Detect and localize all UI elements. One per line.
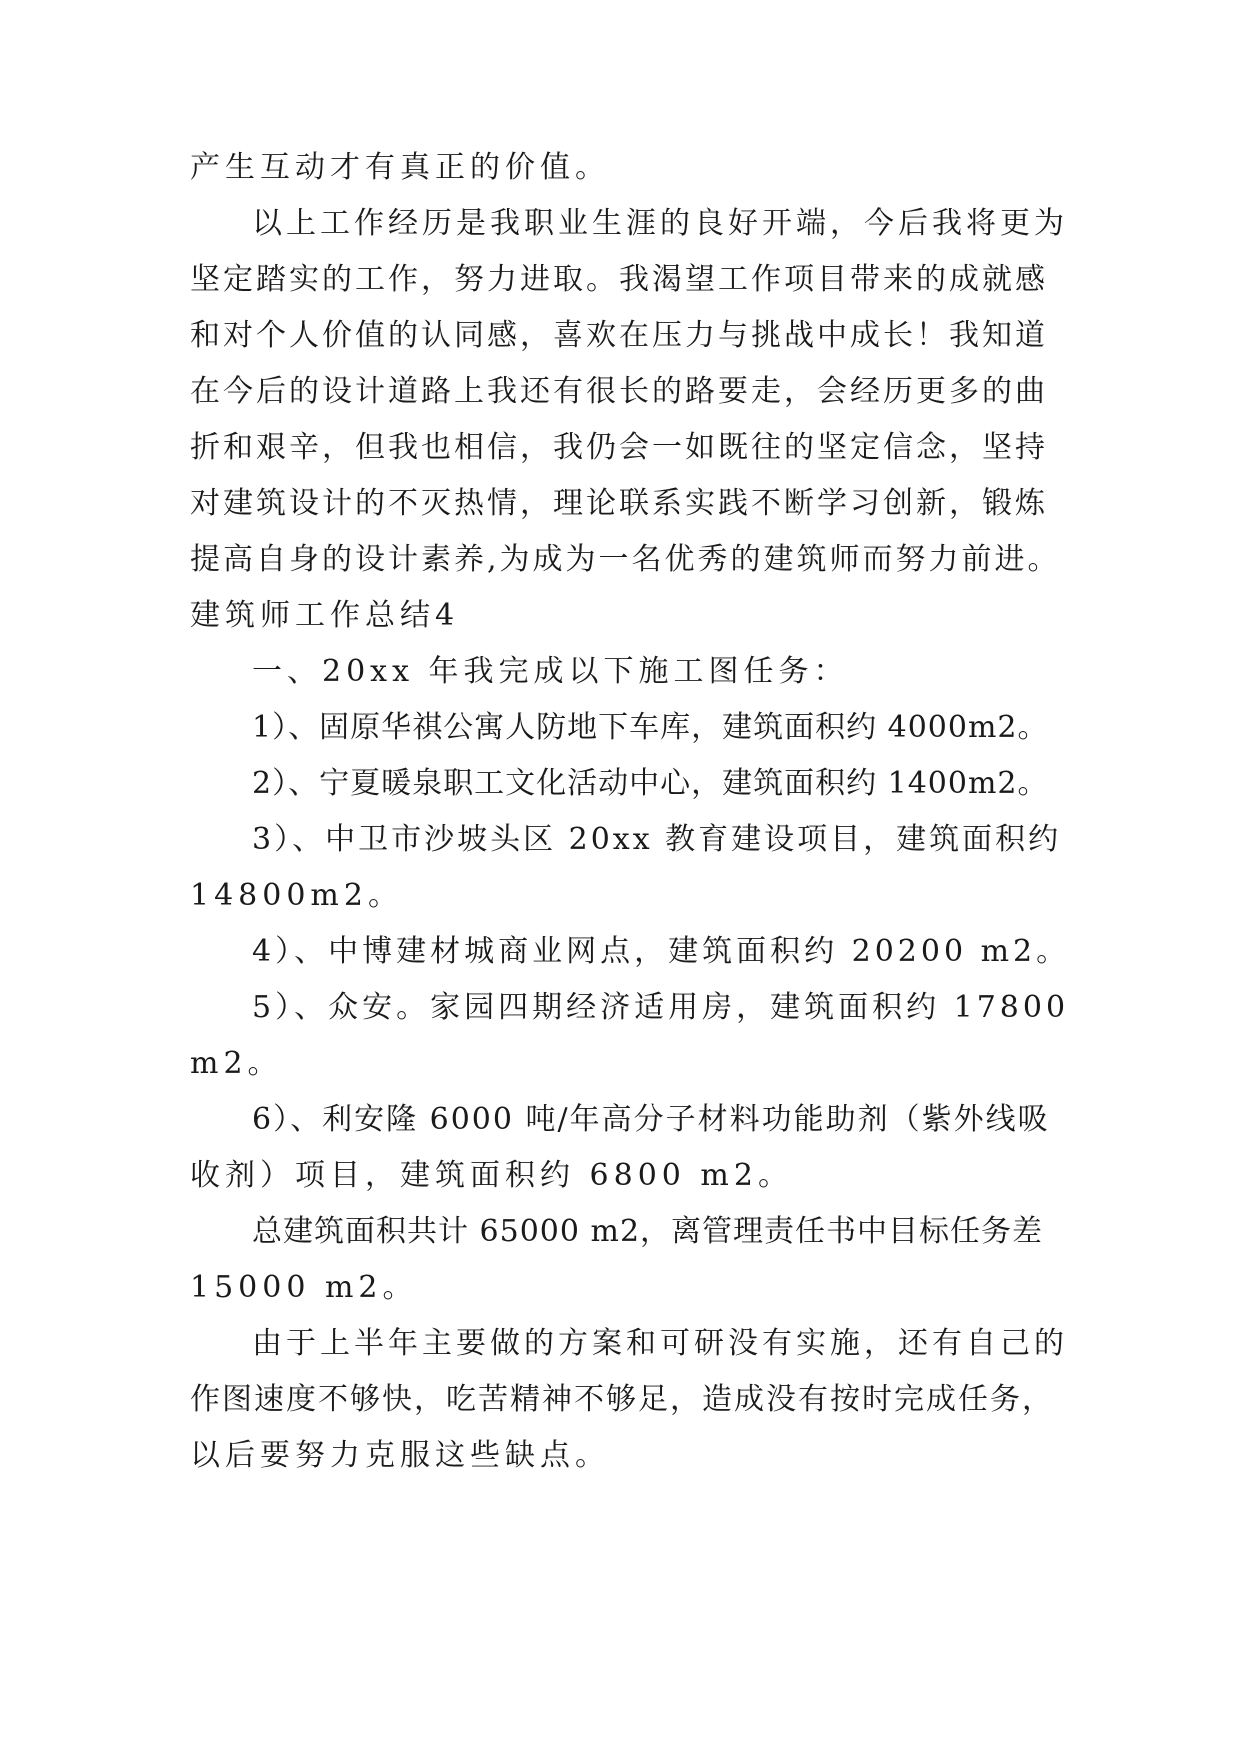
text-line: 以上工作经历是我职业生涯的良好开端，今后我将更为 — [252, 206, 1068, 241]
text-line: 一、20xx 年我完成以下施工图任务： — [252, 654, 849, 689]
text-line: 以后要努力克服这些缺点。 — [190, 1438, 610, 1473]
text-line: 总建筑面积共计 65000 m2，离管理责任书中目标任务差 — [252, 1214, 1044, 1249]
text-line: 折和艰辛，但我也相信，我仍会一如既往的坚定信念，坚持 — [190, 430, 1048, 465]
text-line: 产生互动才有真正的价值。 — [190, 150, 610, 185]
list-item: 1）、固原华祺公寓人防地下车库，建筑面积约 4000m2。 — [252, 710, 1049, 745]
text-line: 由于上半年主要做的方案和可研没有实施，还有自己的 — [252, 1326, 1068, 1361]
text-line: 和对个人价值的认同感，喜欢在压力与挑战中成长！我知道 — [190, 318, 1048, 353]
text-line: 坚定踏实的工作，努力进取。我渴望工作项目带来的成就感 — [190, 262, 1048, 297]
list-item: 5）、众安。家园四期经济适用房，建筑面积约 17800 — [252, 990, 1070, 1025]
list-item: 3）、中卫市沙坡头区 20xx 教育建设项目，建筑面积约 — [252, 822, 1062, 857]
list-item: 6）、利安隆 6000 吨/年高分子材料功能助剂（紫外线吸 — [252, 1102, 1050, 1137]
list-item-continuation: 收剂）项目，建筑面积约 6800 m2。 — [190, 1158, 793, 1193]
text-line: 在今后的设计道路上我还有很长的路要走，会经历更多的曲 — [190, 374, 1048, 409]
list-item-continuation: 14800m2。 — [190, 878, 403, 913]
list-item-continuation: m2。 — [190, 1046, 283, 1081]
list-item: 2）、宁夏暖泉职工文化活动中心，建筑面积约 1400m2。 — [252, 766, 1049, 801]
text-line: 提高自身的设计素养,为成为一名优秀的建筑师而努力前进。 — [190, 542, 1061, 577]
section-heading: 建筑师工作总结4 — [190, 598, 460, 633]
text-line: 对建筑设计的不灭热情，理论联系实践不断学习创新，锻炼 — [190, 486, 1048, 521]
text-line: 作图速度不够快，吃苦精神不够足，造成没有按时完成任务， — [190, 1382, 1054, 1417]
text-line: 15000 m2。 — [190, 1270, 418, 1305]
list-item: 4）、中博建材城商业网点，建筑面积约 20200 m2。 — [252, 934, 1071, 969]
